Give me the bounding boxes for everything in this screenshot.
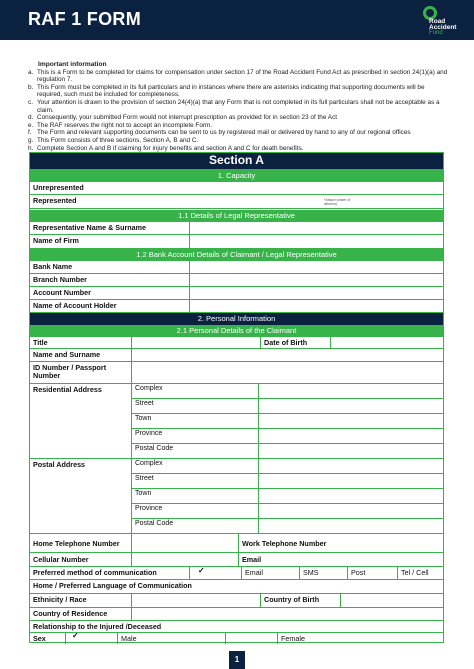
res-town-label: Town (132, 414, 259, 429)
home-tel-field[interactable] (132, 534, 239, 553)
unrepresented-label[interactable]: Unrepresented (30, 182, 443, 195)
sex-label: Sex (30, 633, 66, 644)
comm-option-tel-cell[interactable]: Tel / Cell (398, 567, 443, 580)
logo-text-fund: Fund (429, 30, 443, 36)
country-residence-field[interactable] (132, 608, 443, 621)
info-title: Important information (38, 61, 107, 68)
post-complex-field[interactable] (259, 459, 443, 474)
work-tel-label: Work Telephone Number (239, 534, 443, 553)
bank-bar: 1.2 Bank Account Details of Claimant / Legal Representative (30, 249, 443, 261)
post-complex-label: Complex (132, 459, 259, 474)
bank-name-field[interactable] (190, 261, 443, 274)
name-surname-label: Name and Surname (30, 349, 132, 362)
country-residence-label: Country of Residence (30, 608, 132, 621)
check-icon: ✓ (198, 567, 205, 575)
comm-option-post[interactable]: Post (348, 567, 398, 580)
res-postal-code-label: Postal Code (132, 444, 259, 459)
res-province-label: Province (132, 429, 259, 444)
attorney-note: *Attach power of attorney (324, 198, 351, 206)
page-number: 1 (229, 651, 245, 669)
post-province-label: Province (132, 504, 259, 519)
info-item: e. The RAF reserves the right not to accept an incomplete Form. (28, 121, 213, 129)
name-surname-field[interactable] (132, 349, 443, 362)
info-item: c. Your attention is drawn to the provision of section 24(4)(a) that any Form that is not completed in its full particulars shall not be acceptable as a claim. (28, 98, 440, 114)
language-label[interactable]: Home / Preferred Language of Communication (30, 580, 443, 594)
res-province-field[interactable] (259, 429, 443, 444)
section-a-form (29, 152, 444, 643)
check-icon: ✓ (72, 633, 79, 640)
claimant-details-bar: 2.1 Personal Details of the Claimant (30, 325, 443, 337)
email-label: Email (239, 553, 443, 567)
sex-option-male[interactable]: Male (118, 633, 226, 644)
sex-female-check-cell[interactable] (226, 633, 278, 644)
firm-field[interactable] (190, 235, 443, 249)
res-complex-field[interactable] (259, 384, 443, 399)
comm-option-sms[interactable]: SMS (300, 567, 348, 580)
represented-label[interactable]: Represented (30, 195, 443, 209)
rep-name-field[interactable] (190, 222, 443, 235)
res-postal-code-field[interactable] (259, 444, 443, 459)
post-street-label: Street (132, 474, 259, 489)
post-street-field[interactable] (259, 474, 443, 489)
account-number-label: Account Number (30, 287, 190, 300)
cellular-label: Cellular Number (30, 553, 132, 567)
res-complex-label: Complex (132, 384, 259, 399)
personal-info-bar: 2. Personal Information (30, 313, 443, 325)
raf-logo (419, 3, 465, 37)
dob-field[interactable] (331, 337, 443, 349)
important-information (28, 61, 448, 152)
relationship-label[interactable]: Relationship to the Injured /Deceased (30, 621, 443, 633)
info-item: a. This is a Form to be completed for claims for compensation under section 17 of the Road Accident Fund Act as prescribed in section 24(1)(a) and regulation 7. (28, 68, 448, 84)
id-number-field[interactable] (132, 362, 443, 384)
res-street-label: Street (132, 399, 259, 414)
info-item: g. This Form consists of three sections, Section A, B and C. (28, 136, 199, 144)
cellular-field[interactable] (132, 553, 239, 567)
sex-option-female[interactable]: Female (281, 634, 305, 643)
form-title: RAF 1 FORM (28, 9, 141, 29)
dob-label: Date of Birth (261, 337, 331, 349)
post-province-field[interactable] (259, 504, 443, 519)
post-town-label: Town (132, 489, 259, 504)
branch-label: Branch Number (30, 274, 190, 287)
section-a-title: Section A (30, 153, 443, 169)
branch-field[interactable] (190, 274, 443, 287)
firm-label: Name of Firm (30, 235, 190, 249)
account-number-field[interactable] (190, 287, 443, 300)
page-header (0, 0, 474, 40)
title-label: Title (30, 337, 132, 349)
rep-name-label: Representative Name & Surname (30, 222, 190, 235)
info-item: b. This Form must be completed in its full particulars and in instances where there are asterisks indicating that supporting documents will be required, such must be included for completeness. (28, 83, 425, 99)
capacity-bar: 1. Capacity (30, 169, 443, 182)
residential-address-label: Residential Address (30, 384, 132, 459)
post-postal-code-field[interactable] (259, 519, 443, 534)
post-town-field[interactable] (259, 489, 443, 504)
ethnicity-field[interactable] (132, 594, 261, 608)
info-item: d. Consequently, your submitted Form would not interrupt prescription as provided for in section 23 of the Act (28, 114, 338, 122)
logo-text-road: Road (429, 18, 446, 25)
account-holder-label: Name of Account Holder (30, 300, 190, 313)
info-item: h. Complete Section A and B if claiming for injury benefits and section A and C for death benefits. (28, 144, 304, 152)
info-item: f. The Form and relevant supporting documents can be sent to us by registered mail or delivered by hand to any of our regional offices (28, 129, 411, 137)
postal-address-label: Postal Address (30, 459, 132, 534)
title-field[interactable] (132, 337, 261, 349)
res-street-field[interactable] (259, 399, 443, 414)
post-postal-code-label: Postal Code (132, 519, 259, 534)
id-number-label: ID Number / Passport Number (30, 362, 132, 384)
comm-check-cell[interactable] (190, 567, 242, 580)
country-birth-label: Country of Birth (261, 594, 341, 608)
ethnicity-label: Ethnicity / Race (30, 594, 132, 608)
res-town-field[interactable] (259, 414, 443, 429)
bank-name-label: Bank Name (30, 261, 190, 274)
comm-method-label: Preferred method of communication (30, 567, 190, 580)
sex-check-cell[interactable] (66, 633, 118, 644)
logo-text-accident: Accident (429, 24, 457, 31)
account-holder-field[interactable] (190, 300, 443, 313)
legal-rep-bar: 1.1 Details of Legal Representative (30, 210, 443, 222)
country-birth-field[interactable] (341, 594, 443, 608)
comm-option-email[interactable]: Email (242, 567, 300, 580)
home-tel-label: Home Telephone Number (30, 534, 132, 553)
